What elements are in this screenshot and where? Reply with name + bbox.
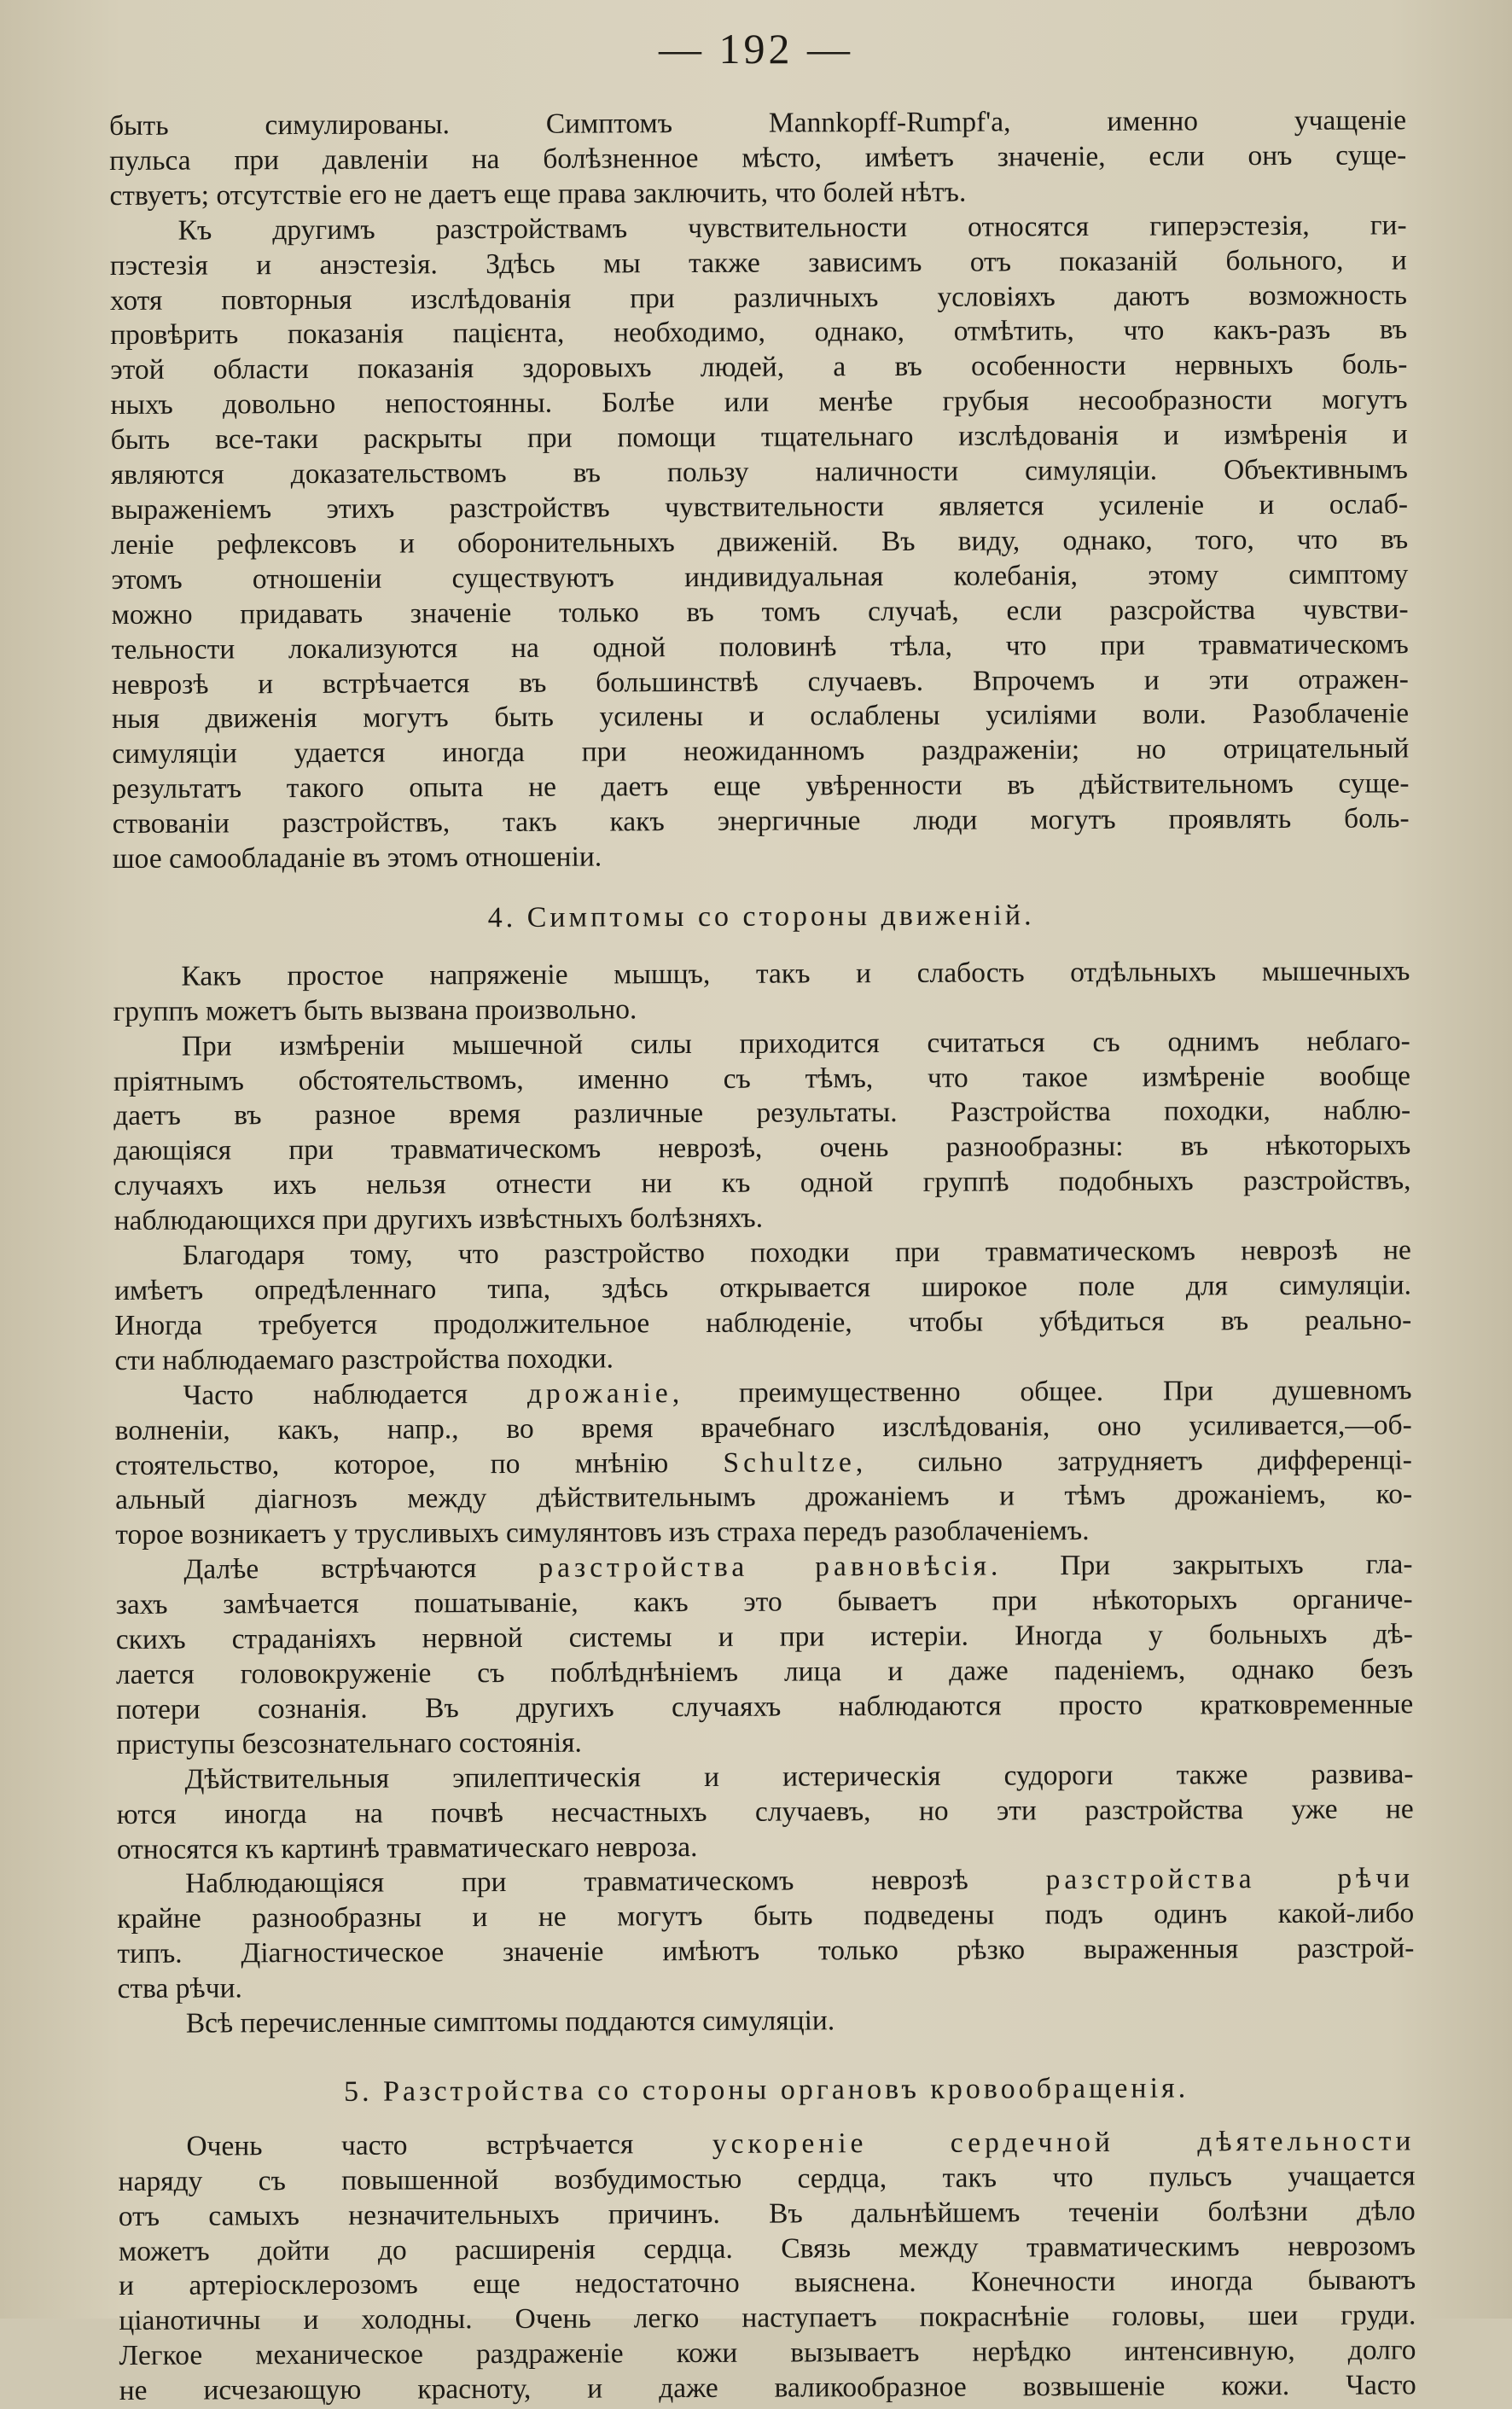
text-run: . При закрытыхъ гла- — [990, 1548, 1413, 1582]
text-line: крайне разнообразны и не могутъ быть подведены подъ одинъ какой-либо — [117, 1897, 1415, 1935]
text-line: приступы безсознательнаго состоянія. — [116, 1726, 582, 1760]
text-line: случаяхъ ихъ нельзя отнести ни къ одной группѣ подобныхъ разстройствъ, — [113, 1164, 1411, 1202]
text-line: скихъ страданіяхъ нервной системы и при истеріи. Иногда у больныхъ дѣ- — [115, 1618, 1413, 1656]
text-line: выраженіемъ этихъ разстройствъ чувствительности является усиленіе и ослаб- — [110, 488, 1409, 526]
text-line: пэстезія и анэстезія. Здѣсь мы также зависимъ отъ показаній больного, и — [109, 243, 1407, 282]
body-text — [109, 103, 1416, 2409]
text-line: быть симулированы. Симптомъ Mannkopff-Rumpf'a, именно учащеніе — [109, 104, 1407, 142]
text-run: , сильно затрудняетъ дифференці- — [855, 1443, 1412, 1478]
text-run: , преимущественно общее. При душевномъ — [672, 1374, 1412, 1409]
text-line: ствуетъ; отсутствіе его не даетъ еще права заключить, что болей нѣтъ. — [109, 176, 967, 212]
text-line: волненіи, какъ, напр., во время врачебнаго изслѣдованія, оно усиливается,—об- — [114, 1408, 1412, 1446]
text-line: ства рѣчи. — [117, 1972, 242, 2005]
text-line: наблюдающихся при другихъ извѣстныхъ болѣзняхъ. — [113, 1202, 764, 1237]
text-line: ныя движенія могутъ быть усилены и ослаблены усиліями воли. Разоблаченіе — [112, 697, 1410, 736]
text-line: леніе рефлексовъ и оборонительныхъ движеній. Въ виду, однако, того, что въ — [111, 523, 1409, 561]
text-run: Очень часто встрѣчается — [186, 2127, 712, 2162]
text-line — [115, 1443, 1412, 1484]
text-line: тельности локализуются на одной половинѣ тѣла, что при травматическомъ — [111, 627, 1409, 666]
spaced-term: разстройства равновѣсія — [538, 1550, 992, 1585]
text-line: торое возникаетъ у трусливыхъ симулянтовъ изъ страха передъ разоблаченіемъ. — [115, 1515, 1090, 1551]
text-line: и артеріосклерозомъ еще недостаточно выяснена. Конечности иногда бываютъ — [119, 2264, 1416, 2302]
text-line: сти наблюдаемаго разстройства походки. — [114, 1342, 614, 1376]
text-line: хотя повторныя изслѣдованія при различныхъ условіяхъ даютъ возможность — [109, 278, 1408, 317]
text-run: Часто наблюдается — [183, 1377, 528, 1411]
text-line — [118, 2124, 1415, 2165]
text-line: результатъ такого опыта не даетъ еще увѣренности въ дѣйствительномъ суще- — [112, 767, 1410, 806]
text-line: симуляціи удается иногда при неожиданномъ раздраженіи; но отрицательный — [112, 732, 1410, 771]
text-line: относятся къ картинѣ травматическаго невроза. — [116, 1830, 698, 1865]
text-line: дающіяся при травматическомъ неврозѣ, очень разнообразны: въ нѣкоторыхъ — [113, 1129, 1411, 1167]
spaced-term: разстройства рѣчи — [1045, 1862, 1415, 1896]
text-run: стоятельство, которое, по мнѣнію — [114, 1446, 724, 1481]
text-line: типъ. Діагностическое значеніе имѣютъ только рѣзко выраженныя разстрой- — [117, 1932, 1415, 1970]
spaced-term: дрожаніе — [526, 1376, 672, 1410]
text-line: При измѣреніи мышечной силы приходится считаться съ однимъ неблаго- — [181, 1025, 1410, 1062]
text-line: захъ замѣчается пошатываніе, какъ это бываетъ при нѣкоторыхъ органиче- — [115, 1583, 1413, 1621]
text-line: пріятнымъ обстоятельствомъ, именно съ тѣмъ, что такое измѣреніе вообще — [113, 1059, 1411, 1097]
text-line: Къ другимъ разстройствамъ чувствительности относятся гиперэстезія, ги- — [177, 209, 1407, 247]
text-line: являются доказательствомъ въ пользу наличности симуляціи. Объективнымъ — [110, 453, 1408, 492]
text-line: альный діагнозъ между дѣйствительнымъ дрожаніемъ и тѣмъ дрожаніемъ, ко- — [115, 1478, 1413, 1516]
text-line — [117, 1862, 1414, 1903]
text-line: ціанотичны и холодны. Очень легко наступаетъ покраснѣніе головы, шеи груди. — [119, 2299, 1416, 2337]
section-heading-5: 5. Разстройства со стороны органовъ кровообращенія. — [344, 2072, 1189, 2108]
text-line: можетъ дойти до расширенія сердца. Связь между травматическимъ неврозомъ — [118, 2229, 1416, 2267]
text-line: наряду съ повышенной возбудимостью сердца, такъ что пульсъ учащается — [118, 2160, 1416, 2197]
text-line: лается головокруженіе съ поблѣднѣніемъ лица и даже паденіемъ, однако безъ — [115, 1653, 1414, 1690]
text-line: пульса при давленіи на болѣзненное мѣсто, имѣетъ значеніе, если онъ суще- — [109, 139, 1407, 177]
text-line: потери сознанія. Въ другихъ случаяхъ наблюдаются просто кратковременные — [116, 1688, 1414, 1725]
spaced-term: ускореніе сердечной дѣятельности — [712, 2125, 1416, 2160]
text-line: Благодаря тому, что разстройство походки при травматическомъ неврозѣ не — [182, 1234, 1411, 1271]
text-line: Всѣ перечисленные симптомы поддаются симуляціи. — [185, 2005, 835, 2040]
text-line: ются иногда на почвѣ несчастныхъ случаевъ, но эти разстройства уже не — [116, 1792, 1414, 1830]
text-line: не исчезающую красноту, и даже валикообразное возвышеніе кожи. Часто — [119, 2369, 1416, 2407]
text-line: этой области показанія здоровыхъ людей, а въ особенности нервныхъ боль- — [110, 348, 1408, 387]
spaced-term: Schultze — [723, 1446, 856, 1479]
text-line — [115, 1548, 1412, 1589]
text-run: Далѣе встрѣчаются — [183, 1552, 539, 1586]
text-run: Наблюдающіяся при травматическомъ неврозѣ — [184, 1864, 1046, 1900]
text-line: Легкое механическое раздраженіе кожи вызываетъ нерѣдко интенсивную, долго — [119, 2334, 1416, 2372]
text-line: ныхъ довольно непостоянны. Болѣе или менѣе грубыя несообразности могутъ — [110, 383, 1408, 422]
text-line: неврозѣ и встрѣчается въ большинствѣ случаевъ. Впрочемъ и эти отражен- — [111, 662, 1410, 701]
text-line: Какъ простое напряженіе мышцъ, такъ и слабость отдѣльныхъ мышечныхъ — [181, 955, 1410, 992]
text-line: можно придавать значеніе только въ томъ случаѣ, если разсройства чувстви- — [111, 593, 1409, 631]
text-line: ствованіи разстройствъ, такъ какъ энергичные люди могутъ проявлять боль- — [112, 802, 1410, 841]
section-heading-4: 4. Симптомы со стороны движеній. — [487, 899, 1035, 934]
text-line: Иногда требуется продолжительное наблюденіе, чтобы убѣдиться въ реально- — [114, 1304, 1412, 1341]
text-line: имѣетъ опредѣленнаго типа, здѣсь открывается широкое поле для симуляціи. — [113, 1269, 1412, 1306]
page-number: — 192 — — [659, 25, 853, 73]
text-line: этомъ отношеніи существуютъ индивидуальная колебанія, этому симптому — [111, 558, 1409, 596]
text-line — [114, 1373, 1411, 1414]
text-line: быть все-таки раскрыты при помощи тщательнаго изслѣдованія и измѣренія и — [110, 418, 1408, 457]
text-line: отъ самыхъ незначительныхъ причинъ. Въ дальнѣйшемъ теченіи болѣзни дѣло — [118, 2195, 1416, 2232]
text-line: даетъ въ разное время различные результаты. Разстройства походки, наблю- — [113, 1094, 1411, 1132]
text-line: шое самообладаніе въ этомъ отношеніи. — [112, 841, 602, 876]
text-line: Дѣйствительныя эпилептическія и истерическія судороги также развива- — [184, 1758, 1414, 1795]
text-line: провѣрить показанія пацієнта, необходимо, однако, отмѣтить, что какъ-разъ въ — [110, 313, 1408, 352]
text-line: группъ можетъ быть вызвана произвольно. — [113, 993, 637, 1027]
